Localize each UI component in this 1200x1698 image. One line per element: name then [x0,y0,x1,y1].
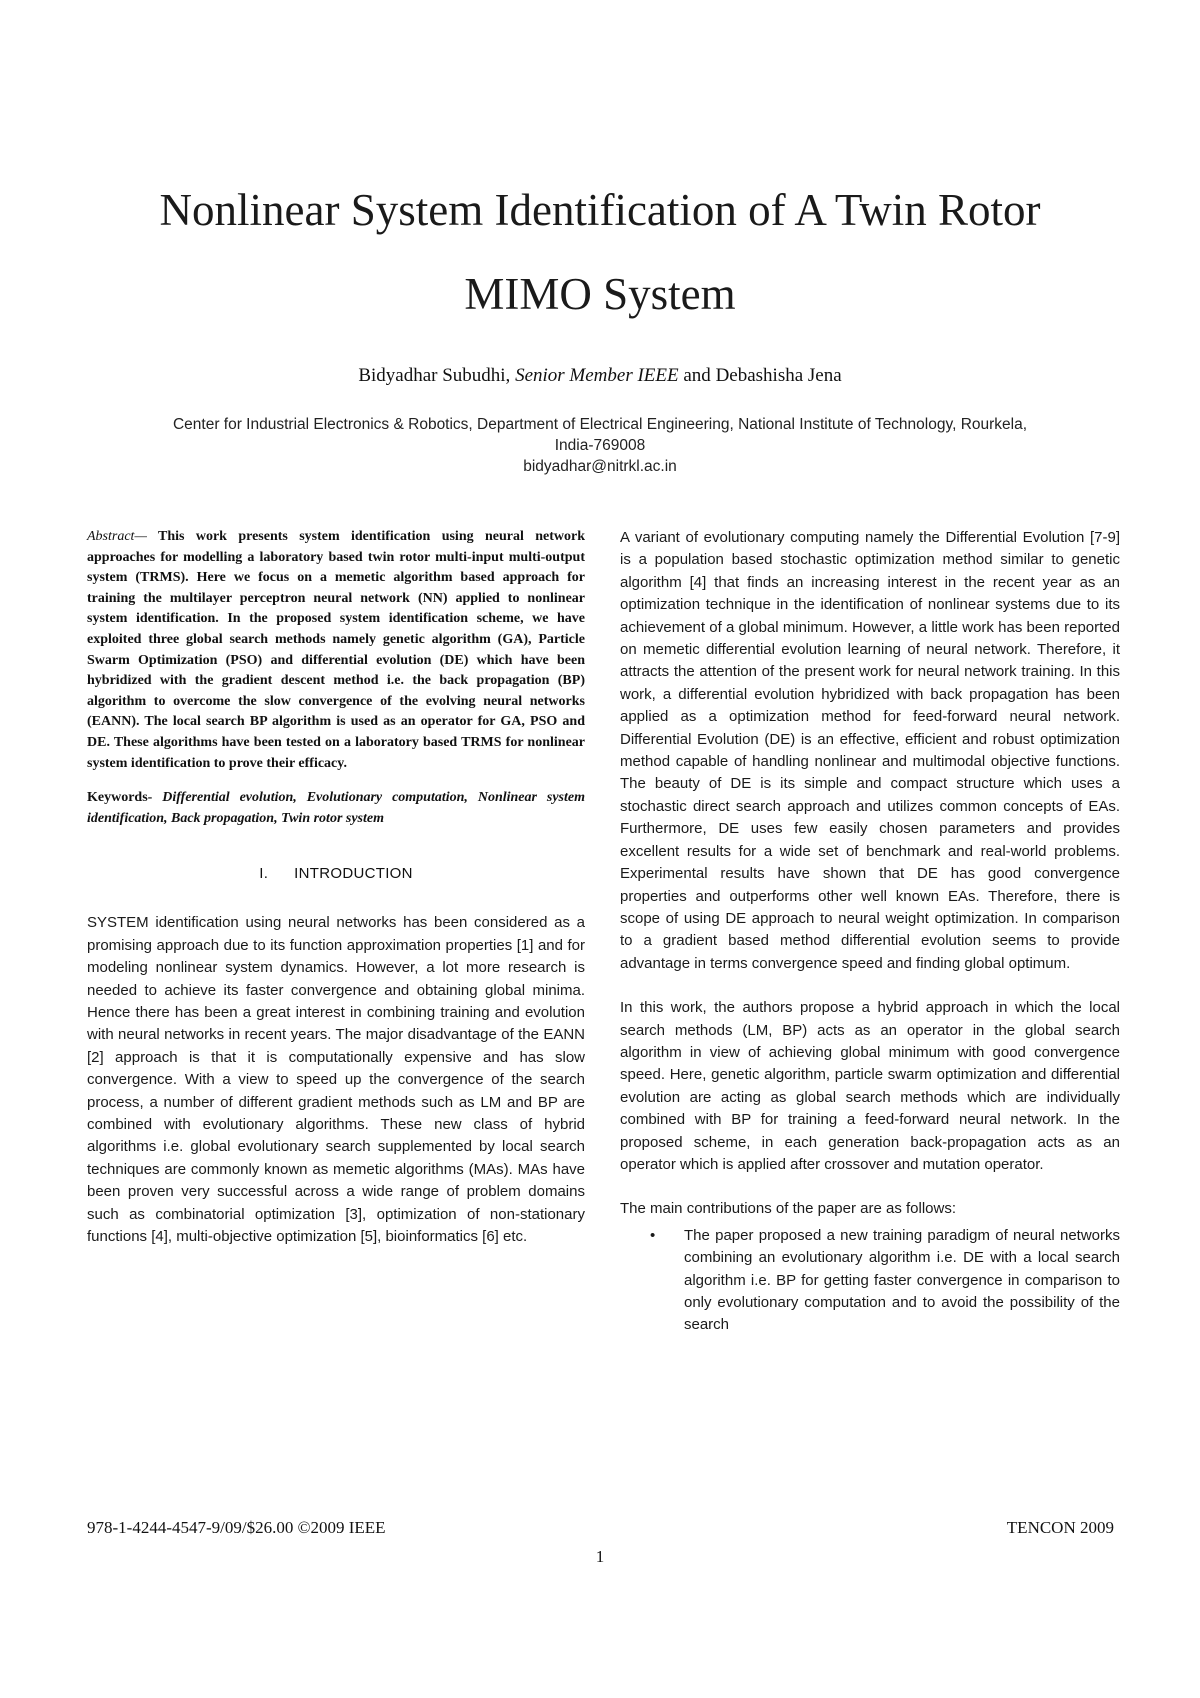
author-conjunction: and [683,365,711,386]
footer-copyright: 978-1-4244-4547-9/09/$26.00 ©2009 IEEE [87,1518,386,1537]
affiliation-line-1: Center for Industrial Electronics & Robotics, Department of Electrical Engineering, National Institute of Technology, Rourkela, [172,416,1028,433]
paper-title [60,168,1140,336]
section-heading-introduction [87,865,585,882]
page-number: 1 [595,1547,605,1566]
title-line-1: Nonlinear System Identification of A Twin Rotor [159,185,1041,235]
abstract [87,527,585,774]
contribution-item [620,1225,1120,1337]
contributions-list [620,1225,1120,1337]
left-column [87,527,585,1248]
section-title: INTRODUCTION [294,865,413,883]
contribution-text: The paper proposed a new training paradigm of neural networks combining an evolutionary algorithm i.e. DE with a local search algorithm i.e. BP for getting faster convergence in comparison to only evolutionary computation and to avoid the possibility of the search [684,1226,1120,1334]
contributions-intro: The main contributions of the paper are as follows: [620,1200,957,1218]
section-number: I. [259,865,269,883]
author-1: Bidyadhar Subudhi, [358,365,511,386]
affiliation-block [95,414,1105,477]
keywords [87,788,585,829]
affiliation-line-2: India-769008 [554,437,646,454]
hybrid-approach-paragraph: In this work, the authors propose a hybrid approach in which the local search methods (LM, BP) acts as an operator in the global search algorithm in view of achieving global minimum with good convergence speed. Here, genetic algorithm, particle swarm optimization and differential evolution are acting as global search methods which are individually combined with BP for training a feed-forward neural network. In the proposed scheme, in each generation back-propagation acts as an operator which is applied after crossover and mutation operator. [620,999,1120,1173]
abstract-text: This work presents system identification using neural network approaches for modelling a laboratory based twin rotor multi-input multi-output system (TRMS). Here we focus on a memetic algorithm based approach for training the multilayer perceptron neural network (NN) applied to nonlinear system identification. In the proposed system identification scheme, we have exploited three global search methods namely genetic algorithm (GA), Particle Swarm Optimization (PSO) and differential evolution (DE) which have been hybridized with the gradient descent method i.e. the back propagation (BP) algorithm to overcome the slow convergence of the evolving neural networks (EANN). The local search BP algorithm is used as an operator for GA, PSO and DE. These algorithms have been tested on a laboratory based TRMS for nonlinear system identification to prove their efficacy. [87,529,586,771]
keywords-list: Differential evolution, Evolutionary computation, Nonlinear system identification, Back propagation, Twin rotor system [87,790,585,826]
abstract-label: Abstract— [87,529,147,544]
intro-paragraph-1: SYSTEM identification using neural networks has been considered as a promising approach due to its function approximation properties [1] and for modeling nonlinear system dynamics. However, a lot more research is needed to achieve its faster convergence and obtaining global minima. Hence there has been a great interest in combining training and evolution with neural networks in recent years. The major disadvantage of the EANN [2] approach is that it is computationally expensive and has slow convergence. With a view to speed up the convergence of the search process, a number of different gradient methods such as LM and BP are combined with evolutionary algorithms. These new class of hybrid algorithms i.e. global evolutionary search supplemented by local search techniques are commonly known as memetic algorithms (MAs). MAs have been proven very successful across a wide range of problem domains such as combinatorial optimization [3], optimization of non-stationary functions [4], multi-objective optimization [5], bioinformatics [6] etc. [87,914,585,1245]
bullet-icon: • [650,1226,656,1244]
de-paragraph: A variant of evolutionary computing namely the Differential Evolution [7-9] is a population based stochastic optimization method similar to genetic algorithm [4] that finds an increasing interest in the recent year as an optimization technique in the identification of nonlinear systems due to its achievement of a global minimum. However, a little work has been reported on memetic differential evolution learning of neural network. Therefore, it attracts the attention of the present work for neural network training. In this work, a differential evolution hybridized with back propagation has been applied as a optimization method for feed-forward neural network. Differential Evolution (DE) is an effective, efficient and robust optimization method capable of handling nonlinear and multimodal objective functions. The beauty of DE is its simple and compact structure which uses a stochastic direct search approach and utilizes common concepts of EAs. Furthermore, DE uses few easily chosen parameters and provides excellent results for a wide set of benchmark and real-world problems. Experimental results have shown that DE has good convergence properties and outperforms other well known EAs. Therefore, there is scope of using DE approach to neural weight optimization. In comparison to a gradient based method differential evolution seems to provide advantage in terms convergence speed and finding global optimum. [620,529,1120,972]
footer-conference: TENCON 2009 [1006,1518,1114,1537]
author-1-role: Senior Member IEEE [515,365,679,386]
keywords-label: Keywords- [87,790,153,806]
right-column [620,527,1120,1337]
title-line-2: MIMO System [464,269,736,319]
author-2: Debashisha Jena [715,365,842,386]
author-list [60,364,1140,388]
author-email: bidyadhar@nitrkl.ac.in [523,458,677,475]
